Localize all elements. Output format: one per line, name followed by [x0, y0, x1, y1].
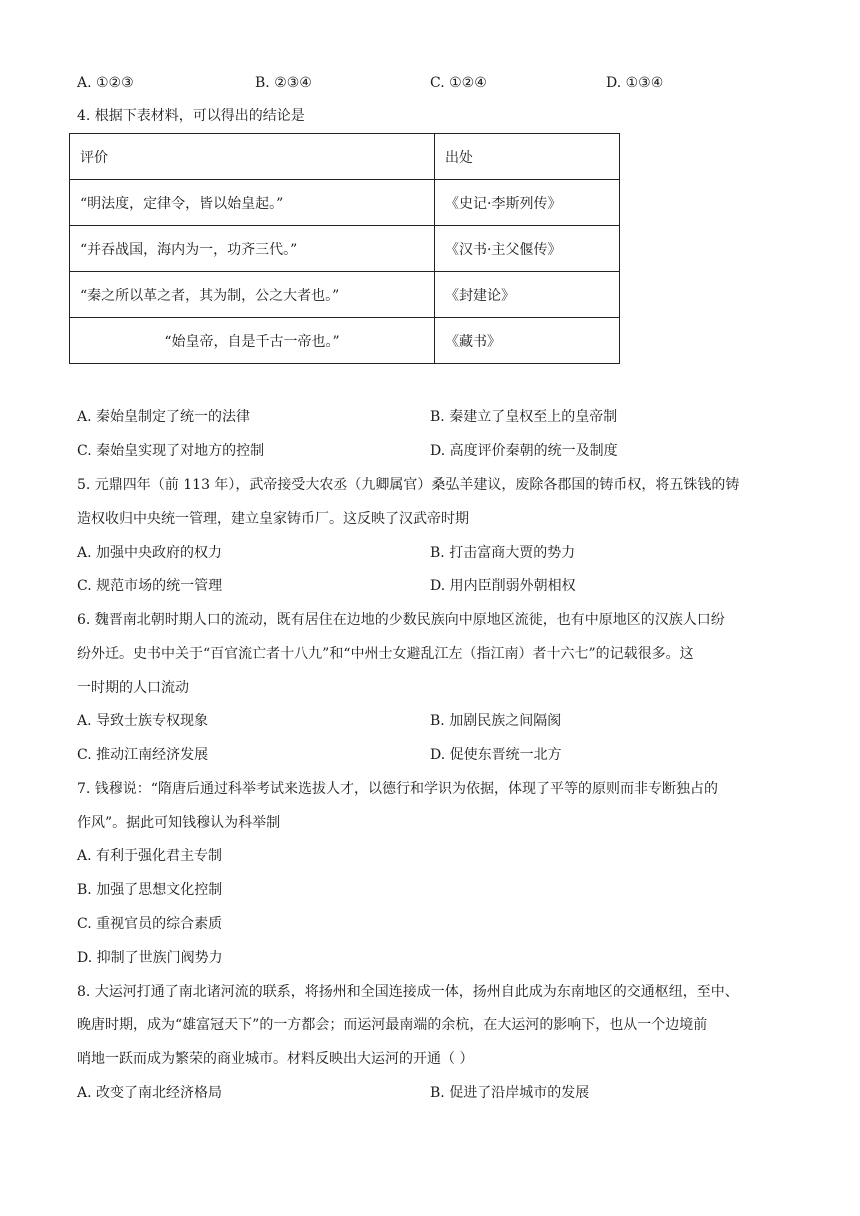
q6-stem-line: 一时期的人口流动	[77, 680, 189, 696]
table-cell-quote: “并吞战国，海内为一，功齐三代。”	[70, 226, 435, 272]
table-header-row	[70, 134, 620, 180]
q5-option-a: A. 加强中央政府的权力	[77, 545, 223, 561]
table-row	[70, 226, 620, 272]
table-cell-source: 《史记·李斯列传》	[435, 180, 620, 226]
table-cell-quote: “明法度，定律令，皆以始皇起。”	[70, 180, 435, 226]
q4-option-c: C. 秦始皇实现了对地方的控制	[77, 443, 265, 459]
table-header-evaluation: 评价	[70, 134, 435, 180]
source-table	[69, 133, 620, 364]
q3-option-b: B. ②③④	[255, 75, 312, 91]
table-row	[70, 272, 620, 318]
q6-option-c: C. 推动江南经济发展	[77, 747, 209, 763]
q7-stem-line: 7. 钱穆说：“隋唐后通过科举考试来选拔人才，以德行和学识为依据，体现了平等的原则而非专断独占的	[77, 781, 718, 797]
q7-option-b: B. 加强了思想文化控制	[77, 882, 223, 898]
q3-option-d: D. ①③④	[606, 75, 664, 91]
q3-option-a: A. ①②③	[77, 75, 134, 91]
q7-option-a: A. 有利于强化君主专制	[77, 848, 223, 864]
q7-stem-line: 作风”。据此可知钱穆认为科举制	[77, 815, 281, 831]
q4-option-a: A. 秦始皇制定了统一的法律	[77, 409, 251, 425]
table-cell-quote: “始皇帝，自是千古一帝也。”	[70, 318, 435, 364]
q6-option-b: B. 加剧民族之间隔阂	[430, 713, 562, 729]
q8-stem-line: 8. 大运河打通了南北诸河流的联系，将扬州和全国连接成一体，扬州自此成为东南地区的交通枢纽，至中、	[77, 984, 739, 1000]
q5-stem-line: 5. 元鼎四年（前 113 年），武帝接受大农丞（九卿属官）桑弘羊建议，废除各郡国的铸币权，将五铢钱的铸	[77, 477, 740, 493]
q5-option-b: B. 打击富商大贾的势力	[430, 545, 576, 561]
q4-option-b: B. 秦建立了皇权至上的皇帝制	[430, 409, 618, 425]
table-cell-source: 《藏书》	[435, 318, 620, 364]
q6-stem-line: 6. 魏晋南北朝时期人口的流动，既有居住在边地的少数民族向中原地区流徙，也有中原地区的汉族人口纷	[77, 612, 725, 628]
q8-option-a: A. 改变了南北经济格局	[77, 1085, 223, 1101]
table-header-source: 出处	[435, 134, 620, 180]
q6-option-a: A. 导致士族专权现象	[77, 713, 209, 729]
q8-stem-line: 晚唐时期，成为“雄富冠天下”的一方都会；而运河最南端的余杭，在大运河的影响下，也从一个边境前	[77, 1017, 708, 1033]
q5-option-c: C. 规范市场的统一管理	[77, 578, 223, 594]
table-cell-quote: “秦之所以革之者，其为制，公之大者也。”	[70, 272, 435, 318]
q6-stem-line: 纷外迁。史书中关于“百官流亡者十八九”和“中州士女避乱江左（指江南）者十六七”的记载很多。这	[77, 646, 694, 662]
q6-option-d: D. 促使东晋统一北方	[430, 747, 562, 763]
q8-stem-line: 哨地一跃而成为繁荣的商业城市。材料反映出大运河的开通（ ）	[77, 1051, 474, 1067]
table-row	[70, 180, 620, 226]
q7-option-c: C. 重视官员的综合素质	[77, 916, 223, 932]
table-row	[70, 318, 620, 364]
q4-stem: 4. 根据下表材料，可以得出的结论是	[77, 108, 305, 124]
table-cell-source: 《封建论》	[435, 272, 620, 318]
q5-option-d: D. 用内臣削弱外朝相权	[430, 578, 576, 594]
table-cell-source: 《汉书·主父偃传》	[435, 226, 620, 272]
q7-option-d: D. 抑制了世族门阀势力	[77, 950, 223, 966]
q5-stem-line: 造权收归中央统一管理，建立皇家铸币厂。这反映了汉武帝时期	[77, 511, 469, 527]
q3-option-c: C. ①②④	[430, 75, 487, 91]
q8-option-b: B. 促进了沿岸城市的发展	[430, 1085, 590, 1101]
q4-option-d: D. 高度评价秦朝的统一及制度	[430, 443, 618, 459]
